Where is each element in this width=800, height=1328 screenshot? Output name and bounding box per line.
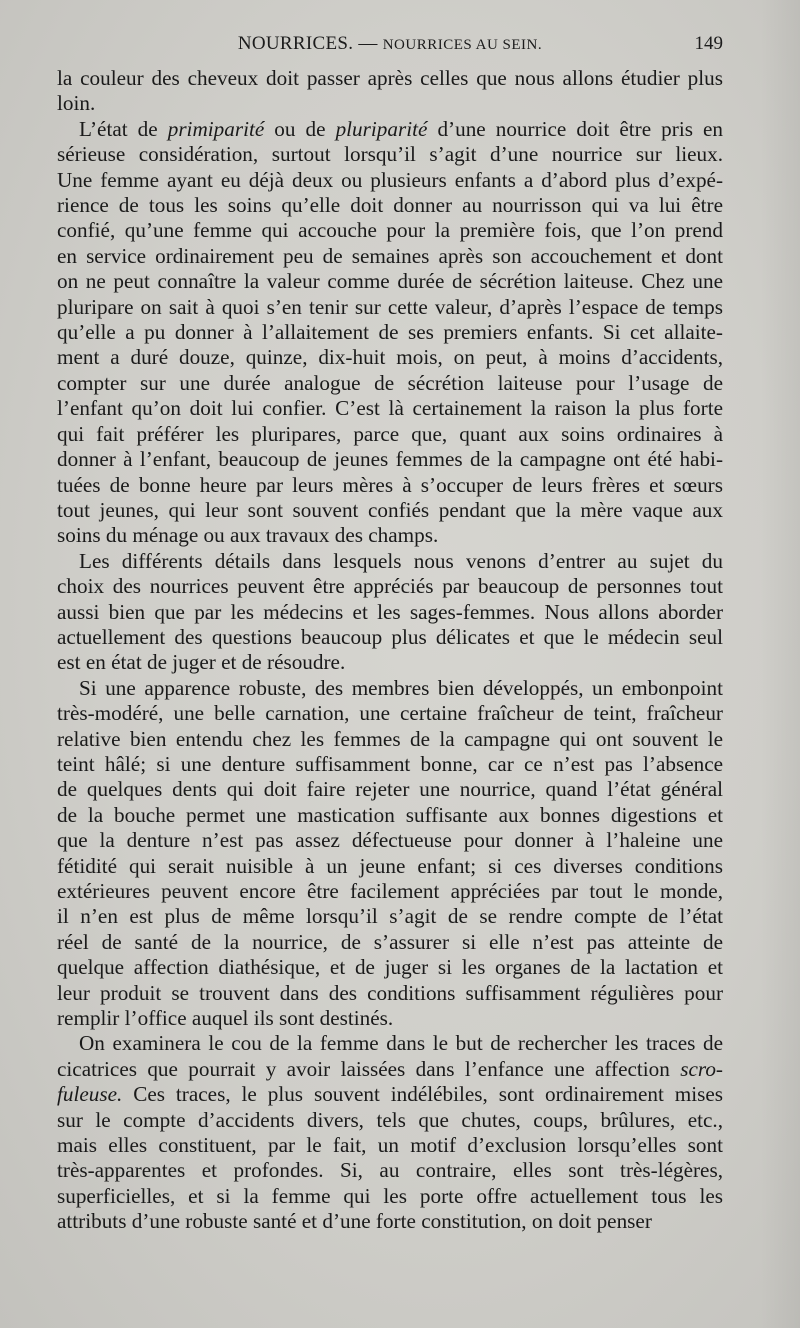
- text-line: fuleuse. Ces traces, le plus souvent indélébiles, sont ordinairement mises: [57, 1082, 723, 1107]
- paragraph: [57, 1031, 723, 1234]
- text-line: sérieuse considération, surtout lorsqu’il s’agit d’une nourrice sur lieux.: [57, 142, 723, 167]
- text-line: est en état de juger et de résoudre.: [57, 650, 346, 675]
- text-line: leur produit se trouvent dans des conditions suffisamment régulières pour: [57, 980, 723, 1005]
- text-line: quelque affection diathésique, et de juger si les organes de la lactation et: [57, 955, 723, 980]
- text-line: superficielles, et si la femme qui les porte offre actuellement tous les: [57, 1183, 723, 1208]
- page-number: 149: [694, 33, 723, 54]
- text-line: choix des nourrices peuvent être appréciés par beaucoup de personnes tout: [57, 574, 723, 599]
- text-line: de quelques dents qui doit faire rejeter une nourrice, quand l’état général: [57, 777, 723, 802]
- paragraph: [57, 66, 723, 117]
- running-title-main: NOURRICES.: [237, 33, 354, 54]
- paragraph: [57, 676, 723, 1032]
- running-title-sub: NOURRICES AU SEIN.: [382, 37, 543, 53]
- text-line: aussi bien que par les médecins et les sages-femmes. Nous allons aborder: [57, 599, 723, 624]
- text-line: sur le compte d’accidents divers, tels que chutes, coups, brûlures, etc.,: [57, 1107, 723, 1132]
- text-line: Une femme ayant eu déjà deux ou plusieurs enfants a d’abord plus d’expé-: [57, 167, 723, 192]
- text-line: que la denture n’est pas assez défectueuse pour donner à l’haleine une: [57, 828, 723, 853]
- paragraph: [57, 549, 723, 676]
- text-line: la couleur des cheveux doit passer après celles que nous allons étudier plus: [57, 66, 723, 90]
- text-line: actuellement des questions beaucoup plus délicates et que le médecin seul: [57, 624, 723, 649]
- text-line: fétidité qui serait nuisible à un jeune enfant; si ces diverses conditions: [57, 853, 723, 878]
- running-header: [57, 33, 723, 61]
- text-line: teint hâlé; si une denture suffisamment bonne, car ce n’est pas l’absence: [57, 751, 723, 776]
- text-line: qui fait préférer les pluripares, parce que, quant aux soins ordinaires à: [57, 421, 723, 446]
- body-text: [57, 66, 723, 1235]
- text-line: rience de tous les soins qu’elle doit donner au nourrisson qui va lui être: [57, 193, 723, 218]
- text-line: cicatrices que pourrait y avoir laissées dans l’enfance une affection scro-: [57, 1056, 723, 1081]
- text-line: très-apparentes et profondes. Si, au contraire, elles sont très-légères,: [57, 1158, 723, 1183]
- text-line: Si une apparence robuste, des membres bien développés, un embonpoint: [79, 675, 723, 700]
- text-line: ment a duré douze, quinze, dix-huit mois, on peut, à moins d’accidents,: [57, 345, 723, 370]
- text-line: loin.: [57, 91, 96, 116]
- text-line: il n’en est plus de même lorsqu’il s’agit de se rendre compte de l’état: [57, 904, 723, 929]
- text-line: Les différents détails dans lesquels nous venons d’entrer au sujet du: [79, 548, 723, 573]
- text-line: en service ordinairement peu de semaines après son accouchement et dont: [57, 243, 723, 268]
- text-line: confié, qu’une femme qui accouche pour la première fois, que l’on prend: [57, 218, 723, 243]
- text-line: tout jeunes, qui leur sont souvent confiés pendant que la mère vaque aux: [57, 497, 723, 522]
- text-line: de la bouche permet une mastication suffisante aux bonnes digestions et: [57, 802, 723, 827]
- running-title-separator: —: [353, 33, 383, 54]
- page-edge-shadow: [760, 0, 800, 1328]
- text-line: tuées de bonne heure par leurs mères à s’occuper de leurs frères et sœurs: [57, 472, 723, 497]
- text-line: L’état de primiparité ou de pluriparité d’une nourrice doit être pris en: [79, 116, 723, 141]
- text-line: on ne peut connaître la valeur comme durée de sécrétion laiteuse. Chez une: [57, 269, 723, 294]
- text-line: compter sur une durée analogue de sécrétion laiteuse pour l’usage de: [57, 370, 723, 395]
- text-line: remplir l’office auquel ils sont destinés.: [57, 1006, 394, 1031]
- text-line: On examinera le cou de la femme dans le but de rechercher les traces de: [79, 1031, 723, 1056]
- text-line: très-modéré, une belle carnation, une certaine fraîcheur de teint, fraîcheur: [57, 701, 723, 726]
- running-title: [57, 33, 723, 55]
- text-line: relative bien entendu chez les femmes de la campagne qui ont souvent le: [57, 726, 723, 751]
- text-line: réel de santé de la nourrice, de s’assurer si elle n’est pas atteinte de: [57, 929, 723, 954]
- text-line: donner à l’enfant, beaucoup de jeunes femmes de la campagne ont été habi-: [57, 447, 723, 472]
- text-line: extérieures peuvent encore être facilement appréciées par tout le monde,: [57, 879, 723, 903]
- text-line: soins du ménage ou aux travaux des champs.: [57, 523, 439, 548]
- text-line: qu’elle a pu donner à l’allaitement de ses premiers enfants. Si cet allaite-: [57, 320, 723, 345]
- text-line: mais elles constituent, par le fait, un motif d’exclusion lorsqu’elles sont: [57, 1133, 723, 1158]
- paragraph: [57, 117, 723, 549]
- text-line: attributs d’une robuste santé et d’une forte constitution, on doit penser: [57, 1209, 652, 1234]
- text-line: pluripare on sait à quoi s’en tenir sur cette valeur, d’après l’espace de temps: [57, 294, 723, 319]
- text-line: l’enfant qu’on doit lui confier. C’est là certainement la raison la plus forte: [57, 396, 723, 421]
